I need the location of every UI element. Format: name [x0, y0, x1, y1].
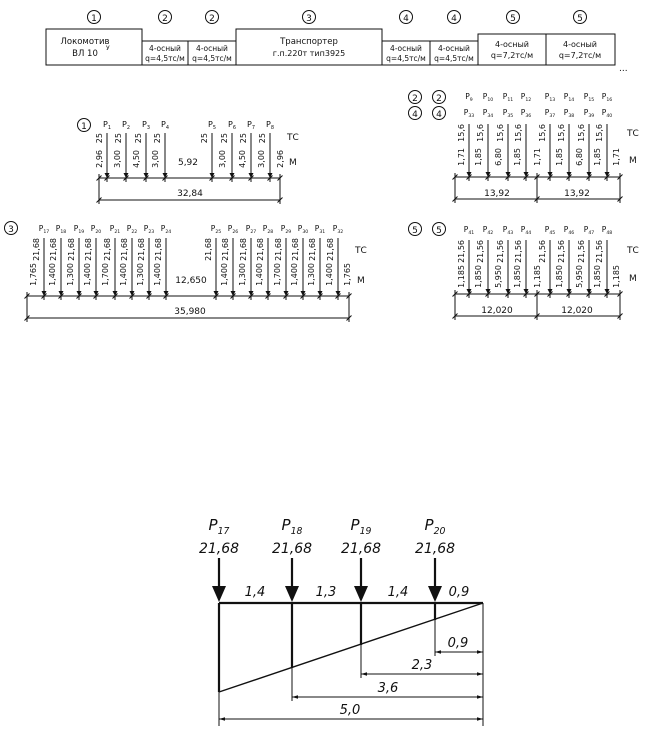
- load-arrow-head: [212, 586, 226, 602]
- vertical-label: 1,400: [83, 263, 92, 286]
- vertical-label: 3,00: [257, 150, 266, 168]
- force-label: $P_{27}$: [245, 224, 257, 236]
- unit-length: М: [629, 156, 637, 166]
- force-label: $P_{13}$: [544, 92, 556, 104]
- vertical-label: 21,68: [137, 238, 146, 261]
- scheme-number: 4: [436, 110, 442, 120]
- car-line2: q=4,5тс/м: [386, 54, 426, 63]
- dimension-label: 0,9: [447, 636, 469, 651]
- dimension-total: 32,84: [177, 189, 203, 199]
- vertical-label: 2,96: [95, 150, 104, 168]
- unit-force: ТС: [627, 246, 639, 256]
- vertical-label: 3,00: [113, 150, 122, 168]
- vertical-label: 21,68: [326, 238, 335, 261]
- force-label: $P_{18}$: [55, 224, 67, 236]
- vertical-label: 1,85: [474, 148, 483, 166]
- unit-length: М: [629, 274, 637, 284]
- car-line1: Транспортер: [280, 37, 338, 47]
- force-label: $P_{35}$: [502, 108, 514, 120]
- force-label: $P_3$: [142, 120, 150, 132]
- vertical-label: 25: [95, 133, 104, 144]
- vertical-label: 1,71: [533, 148, 542, 166]
- car-line2: q=7,2тс/м: [490, 51, 534, 60]
- group-number: 5: [577, 14, 583, 24]
- vertical-label: 21,56: [538, 240, 547, 263]
- vertical-label: 21,68: [84, 238, 93, 261]
- load-arrow-head: [354, 586, 368, 602]
- scheme-1-locomotive: [78, 119, 299, 205]
- force-label: $P_4$: [161, 120, 169, 132]
- force-label: $P_{26}$: [227, 224, 239, 236]
- vertical-label: 1,185: [533, 265, 542, 288]
- force-label: $P_{41}$: [463, 225, 475, 237]
- car-line1: Локомотив: [60, 37, 110, 47]
- force-value: 21,68: [198, 541, 240, 557]
- vertical-label: 1,85: [513, 148, 522, 166]
- vertical-label: 21,68: [154, 238, 163, 261]
- vertical-label: 1,85: [555, 148, 564, 166]
- dimension-total: 35,980: [174, 307, 206, 317]
- vertical-label: 21,68: [67, 238, 76, 261]
- influence-line-detail: [199, 516, 483, 726]
- group-number: 4: [403, 14, 409, 24]
- vertical-label: 21,56: [476, 240, 485, 263]
- car-4axle: [478, 34, 546, 65]
- force-label: $P_{47}$: [583, 225, 595, 237]
- vertical-label: 1,400: [290, 263, 299, 286]
- vertical-label: 3,00: [218, 150, 227, 168]
- vertical-label: 15,6: [457, 124, 466, 142]
- car-line2: q=4,5тс/м: [192, 54, 232, 63]
- scheme-number: 5: [436, 226, 442, 236]
- vertical-label: 1,185: [457, 265, 466, 288]
- vertical-label: 1,400: [48, 263, 57, 286]
- car-4axle: [382, 41, 430, 65]
- car-superscript: У: [106, 45, 110, 52]
- force-label: $P_1$: [103, 120, 111, 132]
- vertical-label: 21,68: [204, 238, 213, 261]
- spacing-label: 1,4: [244, 585, 266, 600]
- vertical-label: 25: [258, 133, 267, 144]
- unit-length: М: [289, 158, 297, 168]
- force-label: $P_{31}$: [314, 224, 326, 236]
- car-line1: 4-осный: [149, 44, 181, 53]
- vertical-label: 1,300: [66, 263, 75, 286]
- load-arrow-head: [428, 586, 442, 602]
- force-label: $P_{23}$: [143, 224, 155, 236]
- load-arrow-head: [285, 586, 299, 602]
- force-label: $P_{39}$: [583, 108, 595, 120]
- vertical-label: 21,68: [274, 238, 283, 261]
- vertical-label: 1,400: [220, 263, 229, 286]
- force-label: $P_{14}$: [563, 92, 575, 104]
- car-line1: 4-осный: [196, 44, 228, 53]
- scheme-number: 2: [412, 94, 418, 104]
- vertical-label: 21,56: [595, 240, 604, 263]
- force-label: $P_2$: [122, 120, 130, 132]
- force-label: $P_{37}$: [544, 108, 556, 120]
- vertical-label: 5,950: [575, 265, 584, 288]
- vertical-label: 21,68: [103, 238, 112, 261]
- group-number: 3: [306, 14, 312, 24]
- vertical-label: 15,6: [577, 124, 586, 142]
- vertical-label: 25: [114, 133, 123, 144]
- vertical-label: 1,185: [612, 265, 621, 288]
- force-label: $P_{30}$: [297, 224, 309, 236]
- force-label: $P_{44}$: [520, 225, 532, 237]
- force-label: $P_{19}$: [73, 224, 85, 236]
- vertical-label: 25: [153, 133, 162, 144]
- dimension-label: 5,0: [339, 703, 361, 718]
- vertical-label: 21,56: [577, 240, 586, 263]
- force-label: $P_{29}$: [280, 224, 292, 236]
- vertical-label: 21,68: [256, 238, 265, 261]
- car-4axle: [546, 34, 615, 65]
- force-label: $P_{20}$: [90, 224, 102, 236]
- vertical-label: 1,850: [474, 265, 483, 288]
- vertical-label: 15,6: [595, 124, 604, 142]
- scheme-number: 1: [81, 122, 87, 132]
- vertical-label: 21,56: [557, 240, 566, 263]
- vertical-label: 5,950: [494, 265, 503, 288]
- dimension-total: 12,020: [561, 306, 593, 316]
- force-label: $P_{21}$: [109, 224, 121, 236]
- force-label: $P_{45}$: [544, 225, 556, 237]
- car-line1: 4-осный: [438, 44, 470, 53]
- car-line2: ВЛ 10: [72, 49, 98, 59]
- vertical-label: 1,850: [513, 265, 522, 288]
- vertical-label: 21,68: [221, 238, 230, 261]
- scheme-5-wagons: [409, 223, 639, 321]
- force-label: $P_{12}$: [520, 92, 532, 104]
- vertical-label: 1,765: [29, 263, 38, 286]
- force-label: $P_{48}$: [601, 225, 613, 237]
- vertical-label: 21,56: [496, 240, 505, 263]
- train-composition: [46, 11, 628, 75]
- car-line2: q=7,2тс/м: [558, 51, 602, 60]
- group-number: 1: [91, 14, 97, 24]
- force-label: $P_{24}$: [160, 224, 172, 236]
- vertical-label: 15,6: [538, 124, 547, 142]
- vertical-label: 21,68: [239, 238, 248, 261]
- car-locomotive: [46, 29, 142, 65]
- vertical-label: 6,80: [575, 148, 584, 166]
- vertical-label: 21,56: [457, 240, 466, 263]
- dimension-total: 13,92: [564, 189, 590, 199]
- dimension-label: 3,6: [377, 681, 399, 696]
- vertical-label: 21,68: [308, 238, 317, 261]
- dimension-total: 13,92: [484, 189, 510, 199]
- vertical-label: 1,300: [136, 263, 145, 286]
- force-label: $P_{40}$: [601, 108, 613, 120]
- unit-force: ТС: [355, 246, 367, 256]
- force-label: $P_{16}$: [601, 92, 613, 104]
- force-label: $P_{43}$: [502, 225, 514, 237]
- vertical-label: 2,96: [276, 150, 285, 168]
- influence-line: [219, 603, 483, 692]
- force-label: $P_{46}$: [563, 225, 575, 237]
- vertical-label: 21,68: [32, 238, 41, 261]
- scheme-number: 5: [412, 226, 418, 236]
- car-4axle: [142, 41, 188, 65]
- unit-force: ТС: [287, 133, 299, 143]
- scheme-number: 3: [8, 225, 14, 235]
- unit-force: ТС: [627, 129, 639, 139]
- force-label: $P_6$: [228, 120, 236, 132]
- force-label: $P_8$: [266, 120, 274, 132]
- vertical-label: 25: [239, 133, 248, 144]
- force-label: $P_{38}$: [563, 108, 575, 120]
- force-label: $P_{22}$: [126, 224, 138, 236]
- vertical-label: 25: [134, 133, 143, 144]
- vertical-label: 3,00: [151, 150, 160, 168]
- vertical-label: 25: [220, 133, 229, 144]
- scheme-number: 4: [412, 110, 418, 120]
- vertical-label: 4,50: [238, 150, 247, 168]
- scheme-3-transporter: [5, 222, 367, 323]
- force-label: $P_{17}$: [38, 224, 50, 236]
- car-line1: 4-осный: [562, 40, 598, 49]
- vertical-label: 1,300: [307, 263, 316, 286]
- vertical-label: 1,400: [153, 263, 162, 286]
- vertical-label: 1,700: [101, 263, 110, 286]
- force-label: $P_{19}$: [350, 516, 372, 538]
- force-label: $P_{15}$: [583, 92, 595, 104]
- vertical-label: 21,68: [49, 238, 58, 261]
- vertical-label: 1,71: [457, 148, 466, 166]
- force-label: $P_{25}$: [210, 224, 222, 236]
- vertical-label: 1,850: [555, 265, 564, 288]
- scheme-number: 2: [436, 94, 442, 104]
- vertical-label: 1,400: [325, 263, 334, 286]
- car-line2: г.п.220т тип3925: [272, 49, 346, 58]
- vertical-label: 1,85: [593, 148, 602, 166]
- dimension-label: 2,3: [411, 658, 433, 673]
- car-line2: q=4,5тс/м: [145, 54, 185, 63]
- force-label: $P_{42}$: [482, 225, 494, 237]
- spacing-label: 0,9: [448, 585, 470, 600]
- force-label: $P_{28}$: [262, 224, 274, 236]
- car-line2: q=4,5тс/м: [434, 54, 474, 63]
- vertical-label: 15,6: [496, 124, 505, 142]
- vertical-label: 21,68: [120, 238, 129, 261]
- vertical-label: 15,6: [557, 124, 566, 142]
- force-value: 21,68: [271, 541, 313, 557]
- dimension-middle: 12,650: [175, 276, 207, 286]
- car-4axle: [430, 41, 478, 65]
- vertical-label: 21,56: [514, 240, 523, 263]
- vertical-label: 15,6: [476, 124, 485, 142]
- car-line1: 4-осный: [390, 44, 422, 53]
- car-transporter: [236, 29, 382, 65]
- vertical-label: 25: [200, 133, 209, 144]
- force-label: $P_{32}$: [332, 224, 344, 236]
- force-label: $P_{36}$: [520, 108, 532, 120]
- vertical-label: 1,400: [119, 263, 128, 286]
- dimension-middle: 5,92: [177, 158, 199, 168]
- force-label: $P_{11}$: [502, 92, 514, 104]
- vertical-label: 4,50: [132, 150, 141, 168]
- force-label: $P_9$: [465, 92, 473, 104]
- force-value: 21,68: [414, 541, 456, 557]
- force-label: $P_{18}$: [281, 516, 303, 538]
- force-value: 21,68: [340, 541, 382, 557]
- spacing-label: 1,3: [315, 585, 337, 600]
- vertical-label: 1,765: [343, 263, 352, 286]
- force-label: $P_{17}$: [208, 516, 230, 538]
- vertical-label: 1,300: [238, 263, 247, 286]
- group-number: 5: [510, 14, 516, 24]
- vertical-label: 21,68: [291, 238, 300, 261]
- dimension-total: 12,020: [481, 306, 513, 316]
- unit-length: М: [357, 276, 365, 286]
- group-number: 2: [162, 14, 168, 24]
- vertical-label: 1,700: [273, 263, 282, 286]
- force-label: $P_{10}$: [482, 92, 494, 104]
- force-label: $P_5$: [208, 120, 216, 132]
- vertical-label: 15,6: [514, 124, 523, 142]
- force-label: $P_{33}$: [463, 108, 475, 120]
- scheme-2-4-wagons: [409, 91, 639, 204]
- spacing-label: 1,4: [387, 585, 409, 600]
- vertical-label: 6,80: [494, 148, 503, 166]
- vertical-label: 1,850: [593, 265, 602, 288]
- train-continues: ...: [619, 64, 628, 74]
- group-number: 2: [209, 14, 215, 24]
- car-line1: 4-осный: [494, 40, 530, 49]
- force-label: $P_{20}$: [424, 516, 446, 538]
- vertical-label: 1,71: [612, 148, 621, 166]
- group-number-row: [88, 11, 587, 25]
- vertical-label: 1,400: [255, 263, 264, 286]
- force-label: $P_7$: [247, 120, 255, 132]
- car-4axle: [188, 41, 236, 65]
- force-label: $P_{34}$: [482, 108, 494, 120]
- group-number: 4: [451, 14, 457, 24]
